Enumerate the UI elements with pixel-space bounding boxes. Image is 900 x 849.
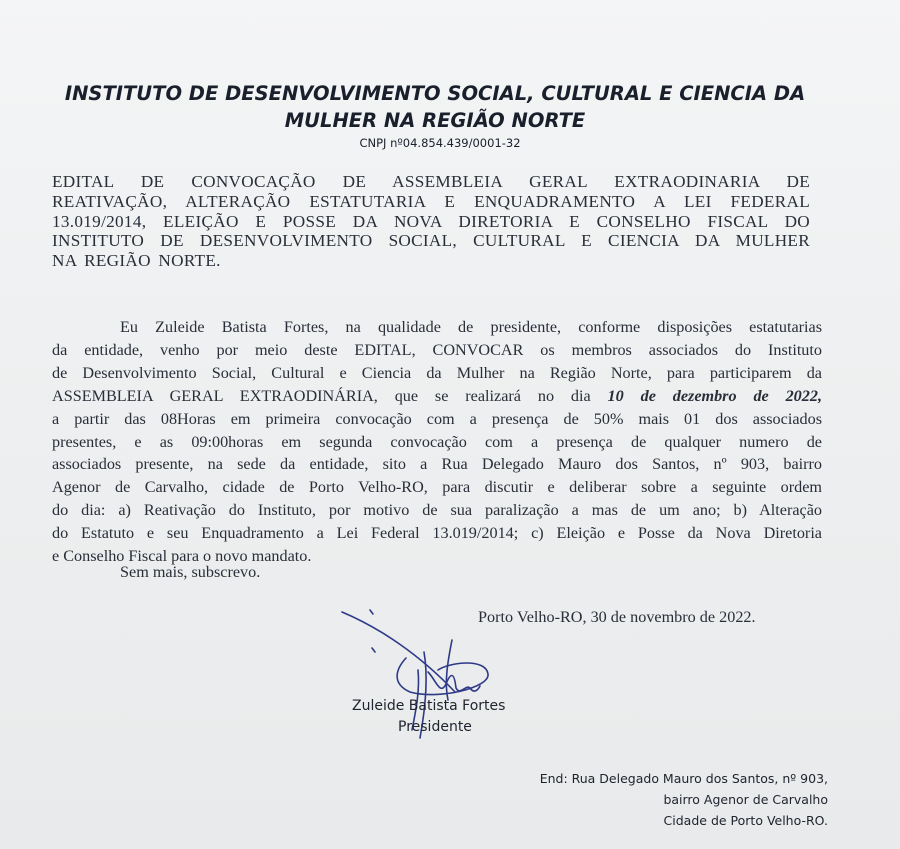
edital-line: 13.019/2014, ELEIÇÃO E POSSE DA NOVA DIRETORIA E CONSELHO FISCAL DO — [52, 211, 810, 231]
body-line: do Estatuto e seu Enquadramento a Lei Federal 13.019/2014; c) Eleição e Posse da Nova Diretoria — [52, 524, 822, 543]
institute-title-line-2: MULHER NA REGIÃO NORTE — [284, 109, 586, 132]
cnpj-number: CNPJ nº04.854.439/0001-32 — [359, 136, 521, 150]
assembly-date: 10 de dezembro de 2022, — [607, 386, 823, 405]
body-line-with-date — [52, 385, 822, 408]
place-and-date: Porto Velho-RO, 30 de novembro de 2022. — [478, 608, 756, 626]
edital-heading — [52, 172, 810, 271]
body-line: Eu Zuleide Batista Fortes, na qualidade de presidente, conforme disposições estatutarias — [120, 318, 822, 336]
body-line-text: ASSEMBLEIA GERAL EXTRAODINÁRIA, que se realizará no dia — [52, 386, 591, 405]
address-line-1: End: Rua Delegado Mauro dos Santos, nº 903, — [539, 771, 828, 786]
edital-line: EDITAL DE CONVOCAÇÃO DE ASSEMBLEIA GERAL EXTRAODINARIA DE — [52, 172, 810, 191]
address-block — [468, 768, 828, 831]
institute-title — [40, 80, 830, 134]
address-line-3: Cidade de Porto Velho-RO. — [663, 813, 828, 828]
signoff: Sem mais, subscrevo. — [120, 563, 261, 581]
body-line: e Conselho Fiscal para o novo mandato. — [52, 547, 312, 566]
edital-line: REATIVAÇÃO, ALTERAÇÃO ESTATUTARIA E ENQUADRAMENTO A LEI FEDERAL — [52, 191, 810, 211]
body-line: do dia: a) Reativação do Instituto, por motivo de sua paralização a mas de um ano; b) Alteração — [52, 501, 822, 520]
body-line: da entidade, venho por meio deste EDITAL, CONVOCAR os membros associados do Instituto — [52, 340, 822, 359]
body-line: a partir das 08Horas em primeira convocação com a presença de 50% mais 01 dos associados — [52, 409, 822, 428]
body-line: associados presente, na sede da entidade, sito a Rua Delegado Mauro dos Santos, nº 903, bairro — [52, 455, 822, 474]
convocation-body — [52, 316, 822, 568]
edital-line: NA REGIÃO NORTE. — [52, 251, 221, 271]
signer-name: Zuleide Batista Fortes — [352, 698, 506, 714]
body-line: de Desenvolvimento Social, Cultural e Ciencia da Mulher na Região Norte, para participarem da — [52, 363, 822, 382]
edital-line: INSTITUTO DE DESENVOLVIMENTO SOCIAL, CULTURAL E CIENCIA DA MULHER — [52, 231, 810, 251]
body-line: Agenor de Carvalho, cidade de Porto Velho-RO, para discutir e deliberar sobre a seguinte ordem — [52, 478, 822, 497]
body-line: presentes, e as 09:00horas em segunda convocação com a presença de qualquer numero de — [52, 432, 822, 451]
institute-title-line-1: INSTITUTO DE DESENVOLVIMENTO SOCIAL, CULTURAL E CIENCIA DA — [64, 82, 806, 105]
address-line-2: bairro Agenor de Carvalho — [663, 792, 828, 807]
signer-role: Presidente — [398, 719, 472, 735]
